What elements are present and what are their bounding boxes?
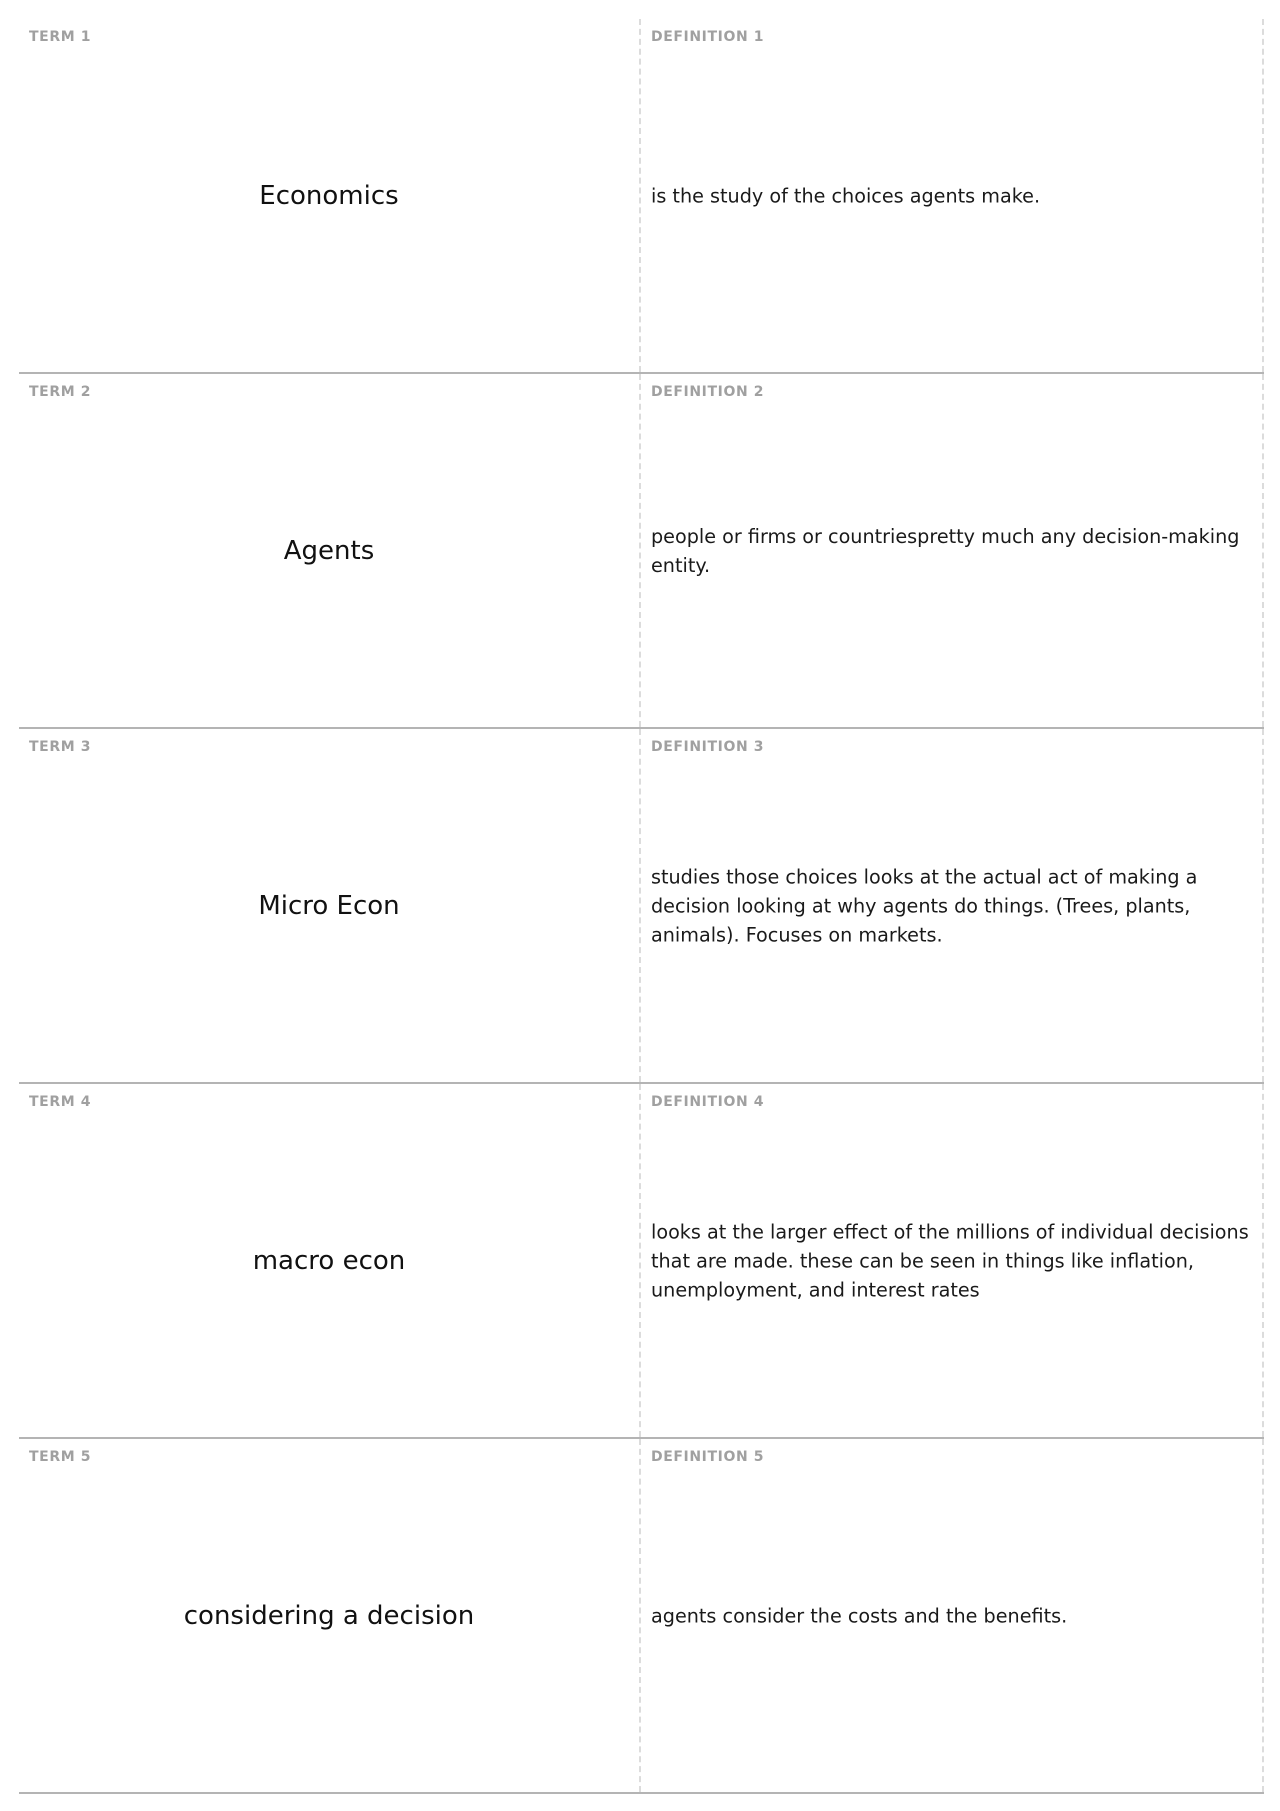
definition-text: studies those choices looks at the actual act of making a decision looking at why agents do things. (Trees, plants, animals). Focuses on markets.	[651, 865, 1198, 946]
definition-label: DEFINITION 4	[651, 1094, 765, 1110]
flashcard-row	[19, 374, 1264, 729]
term-cell	[19, 19, 641, 372]
term-cell	[19, 374, 641, 727]
definition-text: people or firms or countriespretty much any decision-making entity.	[651, 524, 1240, 577]
flashcard-row	[19, 729, 1264, 1084]
definition-cell	[641, 729, 1264, 1082]
term-label: TERM 3	[29, 739, 92, 755]
term-cell	[19, 1084, 641, 1437]
term-text: considering a decision	[183, 1600, 475, 1631]
term-text: Micro Econ	[258, 890, 400, 921]
term-text: Agents	[283, 535, 375, 566]
flashcard-sheet	[19, 19, 1264, 1794]
flashcard-row	[19, 19, 1264, 374]
term-cell	[19, 1439, 641, 1792]
definition-label: DEFINITION 1	[651, 29, 765, 45]
definition-cell	[641, 374, 1264, 727]
definition-text: is the study of the choices agents make.	[651, 184, 1041, 207]
term-label: TERM 2	[29, 384, 92, 400]
term-cell	[19, 729, 641, 1082]
flashcard-row	[19, 1439, 1264, 1794]
term-text: macro econ	[252, 1245, 406, 1276]
term-label: TERM 4	[29, 1094, 92, 1110]
definition-label: DEFINITION 5	[651, 1449, 765, 1465]
term-label: TERM 1	[29, 29, 92, 45]
definition-text: agents consider the costs and the benefits.	[651, 1604, 1068, 1627]
term-text: Economics	[259, 180, 399, 211]
flashcard-row	[19, 1084, 1264, 1439]
definition-label: DEFINITION 2	[651, 384, 765, 400]
definition-label: DEFINITION 3	[651, 739, 765, 755]
definition-text: looks at the larger effect of the millions of individual decisions that are made. these can be seen in things like inflation, unemployment, and interest rates	[651, 1220, 1249, 1301]
definition-cell	[641, 1439, 1264, 1792]
definition-cell	[641, 1084, 1264, 1437]
term-label: TERM 5	[29, 1449, 92, 1465]
definition-cell	[641, 19, 1264, 372]
